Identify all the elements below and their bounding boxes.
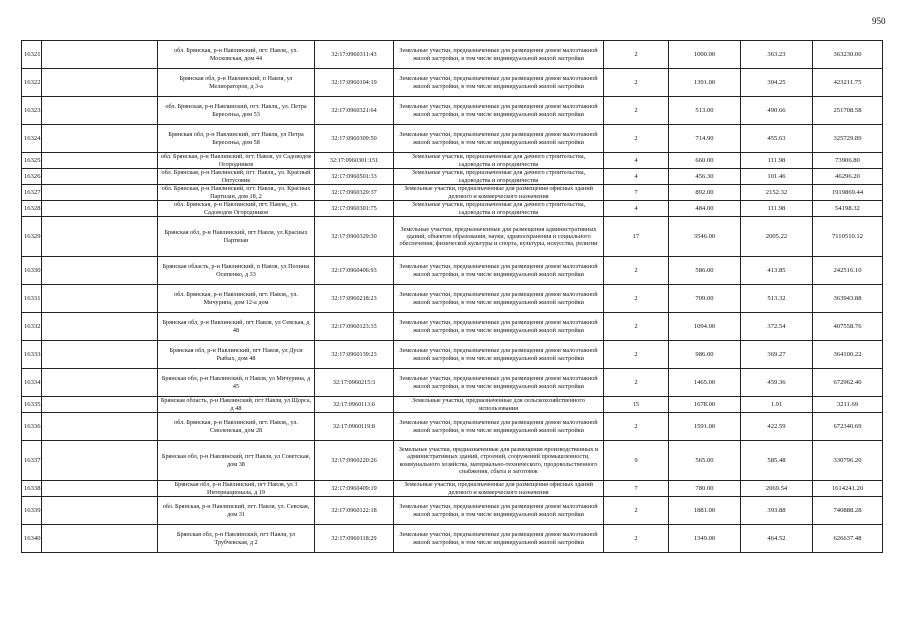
specific-value-cell: 2069.54: [741, 481, 813, 497]
cadastral-value-cell: 330796.20: [813, 441, 883, 481]
table-row: [22, 441, 883, 481]
table-row: [22, 413, 883, 441]
cadastral-number-cell: 32:17:0960220:26: [315, 441, 394, 481]
group-cell: 15: [604, 397, 669, 413]
area-cell: 660.00: [669, 153, 741, 169]
specific-value-cell: 1.91: [741, 397, 813, 413]
table-row: [22, 369, 883, 397]
land-use-cell: Земельные участки, предназначенные для дачного строительства, садоводства и огородничества: [394, 201, 604, 217]
land-use-cell: Земельные участки, предназначенные для размещения домов малоэтажной жилой застройки, в том числе индивидуальной жилой застройки: [394, 497, 604, 525]
table-row: [22, 285, 883, 313]
row-number-cell: 16336: [22, 413, 42, 441]
row-number-cell: 16338: [22, 481, 42, 497]
land-use-cell: Земельные участки, предназначенные для размещения домов малоэтажной жилой застройки, в том числе индивидуальной жилой застройки: [394, 313, 604, 341]
cadastral-value-cell: 7110510.12: [813, 217, 883, 257]
group-cell: 2: [604, 413, 669, 441]
blank-cell: [42, 441, 158, 481]
cadastral-number-cell: 32:17:0960301:75: [315, 201, 394, 217]
blank-cell: [42, 185, 158, 201]
specific-value-cell: 490.66: [741, 97, 813, 125]
land-use-cell: Земельные участки, предназначенные для размещения домов малоэтажной жилой застройки, в том числе индивидуальной жилой застройки: [394, 125, 604, 153]
address-cell: обл. Брянская, р-н Навлинский, пгт. Навля,, ул. Красный Оптусовик: [158, 169, 315, 185]
cadastral-value-cell: 325729.89: [813, 125, 883, 153]
address-cell: Брянская обл, р-н Навлинский, пгт Навля, ул 3 Интернационала, д 19: [158, 481, 315, 497]
address-cell: Брянская область, р-н Навлинский, п Навля, ул Полины Осипенко, д 33: [158, 257, 315, 285]
group-cell: 9: [604, 441, 669, 481]
land-use-cell: Земельные участки, предназначенные для размещения домов малоэтажной жилой застройки, в том числе индивидуальной жилой застройки: [394, 525, 604, 553]
table-row: [22, 97, 883, 125]
row-number-cell: 16321: [22, 41, 42, 69]
address-cell: обл. Брянская, р-н Навлинский, пгт. Навля,, ул. Садоводов Огородников: [158, 201, 315, 217]
address-cell: Брянская обл, р-н Навлинский, пгт Навля, ул Петра Бересеньа, дом 58: [158, 125, 315, 153]
blank-cell: [42, 525, 158, 553]
address-cell: обл. Брянская, р-н Навлинский, пгт. Навля,, ул. Московская, дом 44: [158, 41, 315, 69]
cadastral-value-cell: 364100.22: [813, 341, 883, 369]
area-cell: 1678.00: [669, 397, 741, 413]
specific-value-cell: 369.27: [741, 341, 813, 369]
table-row: [22, 125, 883, 153]
group-cell: 17: [604, 217, 669, 257]
specific-value-cell: 304.25: [741, 69, 813, 97]
address-cell: обл. Брянская, р-н Навлинский, пгт. Навля, ул. Севская, дом 31: [158, 497, 315, 525]
group-cell: 2: [604, 125, 669, 153]
table-row: [22, 497, 883, 525]
specific-value-cell: 372.54: [741, 313, 813, 341]
area-cell: 1094.00: [669, 313, 741, 341]
specific-value-cell: 459.36: [741, 369, 813, 397]
blank-cell: [42, 497, 158, 525]
blank-cell: [42, 481, 158, 497]
group-cell: 4: [604, 201, 669, 217]
area-cell: 484.00: [669, 201, 741, 217]
table-body: [22, 41, 883, 553]
table-row: [22, 217, 883, 257]
land-use-cell: Земельные участки, предназначенные для сельскохозяйственного использования: [394, 397, 604, 413]
area-cell: 1000.00: [669, 41, 741, 69]
cadastral-value-cell: 407558.76: [813, 313, 883, 341]
cadastral-number-cell: 32:17:0960321:64: [315, 97, 394, 125]
row-number-cell: 16333: [22, 341, 42, 369]
row-number-cell: 16340: [22, 525, 42, 553]
land-use-cell: Земельные участки, предназначенные для размещения домов малоэтажной жилой застройки, в том числе индивидуальной жилой застройки: [394, 257, 604, 285]
group-cell: 2: [604, 341, 669, 369]
row-number-cell: 16329: [22, 217, 42, 257]
row-number-cell: 16334: [22, 369, 42, 397]
row-number-cell: 16323: [22, 97, 42, 125]
land-use-cell: Земельные участки, предназначенные для размещения домов малоэтажной жилой застройки, в том числе индивидуальной жилой застройки: [394, 341, 604, 369]
row-number-cell: 16332: [22, 313, 42, 341]
row-number-cell: 16322: [22, 69, 42, 97]
cadastral-number-cell: 32:17:0960139:23: [315, 341, 394, 369]
land-use-cell: Земельные участки, предназначенные для размещения домов малоэтажной жилой застройки, в том числе индивидуальной жилой застройки: [394, 97, 604, 125]
row-number-cell: 16330: [22, 257, 42, 285]
table-row: [22, 41, 883, 69]
area-cell: 1591.00: [669, 413, 741, 441]
cadastral-number-cell: 32:17:0960311:43: [315, 41, 394, 69]
area-cell: 3546.00: [669, 217, 741, 257]
cadastral-value-cell: 1919869.44: [813, 185, 883, 201]
land-use-cell: Земельные участки, предназначенные для размещения административных зданий, объектов образования, науки, здравоохранения и социального обеспечения, физической культуры и спорта, культуры, искусства, религии: [394, 217, 604, 257]
group-cell: 2: [604, 41, 669, 69]
land-use-cell: Земельные участки, предназначенные для размещения домов малоэтажной жилой застройки, в том числе индивидуальной жилой застройки: [394, 413, 604, 441]
cadastral-number-cell: 32:17:0960215:3: [315, 369, 394, 397]
cadastral-value-cell: 242516.10: [813, 257, 883, 285]
land-use-cell: Земельные участки, предназначенные для размещения домов малоэтажной жилой застройки, в том числе индивидуальной жилой застройки: [394, 369, 604, 397]
blank-cell: [42, 413, 158, 441]
row-number-cell: 16331: [22, 285, 42, 313]
cadastral-value-table: [21, 40, 883, 553]
row-number-cell: 16335: [22, 397, 42, 413]
group-cell: 2: [604, 525, 669, 553]
address-cell: Брянская область, р-н Навлинский, пгт Навля, ул Щорса, д 48: [158, 397, 315, 413]
cadastral-number-cell: 32:17:0960118:29: [315, 525, 394, 553]
blank-cell: [42, 125, 158, 153]
land-use-cell: Земельные участки, предназначенные для дачного строительства, садоводства и огородничества: [394, 153, 604, 169]
row-number-cell: 16328: [22, 201, 42, 217]
address-cell: Брянская обл, р-н Навлинский, пгт Навля, ул Трубчевская, д 2: [158, 525, 315, 553]
land-use-cell: Земельные участки, предназначенные для размещения домов малоэтажной жилой застройки, в том числе индивидуальной жилой застройки: [394, 69, 604, 97]
area-cell: 513.00: [669, 97, 741, 125]
group-cell: 2: [604, 69, 669, 97]
specific-value-cell: 585.48: [741, 441, 813, 481]
blank-cell: [42, 69, 158, 97]
table-row: [22, 201, 883, 217]
cadastral-number-cell: 32:17:0960409:19: [315, 481, 394, 497]
row-number-cell: 16339: [22, 497, 42, 525]
specific-value-cell: 111.98: [741, 153, 813, 169]
cadastral-number-cell: 32:17:0960122:18: [315, 497, 394, 525]
area-cell: 456.30: [669, 169, 741, 185]
land-use-cell: Земельные участки, предназначенные для размещения производственных и административных зданий, строений, сооружений промышленности, коммунального хозяйства, материально-технического, продовольственного снабжения, сбыта и заготовок: [394, 441, 604, 481]
area-cell: 586.00: [669, 257, 741, 285]
specific-value-cell: 2152.32: [741, 185, 813, 201]
cadastral-number-cell: 32:17:0960104:19: [315, 69, 394, 97]
specific-value-cell: 413.85: [741, 257, 813, 285]
area-cell: 892.00: [669, 185, 741, 201]
group-cell: 7: [604, 185, 669, 201]
area-cell: 986.00: [669, 341, 741, 369]
cadastral-value-cell: 54198.32: [813, 201, 883, 217]
table-row: [22, 481, 883, 497]
cadastral-value-cell: 251708.58: [813, 97, 883, 125]
specific-value-cell: 2005.22: [741, 217, 813, 257]
blank-cell: [42, 97, 158, 125]
cadastral-value-cell: 363230.00: [813, 41, 883, 69]
cadastral-number-cell: 32:17:0960406:93: [315, 257, 394, 285]
cadastral-value-cell: 423211.75: [813, 69, 883, 97]
cadastral-number-cell: 32:17:0960113:6: [315, 397, 394, 413]
blank-cell: [42, 341, 158, 369]
row-number-cell: 16324: [22, 125, 42, 153]
group-cell: 2: [604, 369, 669, 397]
cadastral-number-cell: 32:17:0960119:8: [315, 413, 394, 441]
specific-value-cell: 101.46: [741, 169, 813, 185]
blank-cell: [42, 397, 158, 413]
cadastral-number-cell: 32:17:0960301:151: [315, 153, 394, 169]
cadastral-value-cell: 1614241.20: [813, 481, 883, 497]
cadastral-value-cell: 3211.69: [813, 397, 883, 413]
row-number-cell: 16325: [22, 153, 42, 169]
blank-cell: [42, 201, 158, 217]
blank-cell: [42, 369, 158, 397]
address-cell: Брянская обл, р-н Навлинский, п Навля, ул Мелиораторов, д 3-а: [158, 69, 315, 97]
address-cell: обл. Брянская, р-н Навлинский, пгт. Навля,, ул. Красных Партизан, дом 18, 2: [158, 185, 315, 201]
group-cell: 2: [604, 97, 669, 125]
cadastral-number-cell: 32:17:0960329:37: [315, 185, 394, 201]
group-cell: 2: [604, 257, 669, 285]
cadastral-value-cell: 672340.69: [813, 413, 883, 441]
address-cell: обл. Брянская, р-н Навлинский, пгт. Навля,, ул. Петра Бересеньа, дом 53: [158, 97, 315, 125]
address-cell: Брянская обл, р-н Навлинский, пгт Навля, ул Севская, д 48: [158, 313, 315, 341]
cadastral-value-cell: 73906.80: [813, 153, 883, 169]
table-row: [22, 525, 883, 553]
group-cell: 7: [604, 481, 669, 497]
group-cell: 2: [604, 313, 669, 341]
cadastral-number-cell: 32:17:0960329:30: [315, 217, 394, 257]
cadastral-number-cell: 32:17:0960309:50: [315, 125, 394, 153]
specific-value-cell: 455.63: [741, 125, 813, 153]
land-use-cell: Земельные участки, предназначенные для размещения офисных зданий делового и коммерческого назначения: [394, 185, 604, 201]
specific-value-cell: 422.59: [741, 413, 813, 441]
specific-value-cell: 513.32: [741, 285, 813, 313]
blank-cell: [42, 257, 158, 285]
area-cell: 565.00: [669, 441, 741, 481]
specific-value-cell: 111.98: [741, 201, 813, 217]
area-cell: 1391.00: [669, 69, 741, 97]
row-number-cell: 16326: [22, 169, 42, 185]
area-cell: 1881.00: [669, 497, 741, 525]
group-cell: 4: [604, 169, 669, 185]
cadastral-value-cell: 740888.28: [813, 497, 883, 525]
area-cell: 1465.00: [669, 369, 741, 397]
land-use-cell: Земельные участки, предназначенные для дачного строительства, садоводства и огородничества: [394, 169, 604, 185]
cadastral-value-cell: 672962.40: [813, 369, 883, 397]
blank-cell: [42, 153, 158, 169]
address-cell: обл. Брянская, р-н Навлинский, пгт. Навля,, ул. Мичурина, дом 12-а дом: [158, 285, 315, 313]
table-row: [22, 313, 883, 341]
area-cell: 780.00: [669, 481, 741, 497]
blank-cell: [42, 41, 158, 69]
group-cell: 2: [604, 497, 669, 525]
blank-cell: [42, 313, 158, 341]
address-cell: Брянская обл, р-н Навлинский, пгт Навля, ул Дуси Рыбых, дом 48: [158, 341, 315, 369]
cadastral-number-cell: 32:17:0960501:33: [315, 169, 394, 185]
address-cell: Брянская обл, р-н Навлинский, пгт Навля, ул Советская, дом 38: [158, 441, 315, 481]
cadastral-value-cell: 46296.20: [813, 169, 883, 185]
cadastral-value-cell: 626637.48: [813, 525, 883, 553]
table-row: [22, 153, 883, 169]
blank-cell: [42, 217, 158, 257]
address-cell: обл. Брянская, р-н Навлинский, пгт. Навля, ул Садоводов Огородников: [158, 153, 315, 169]
address-cell: Брянская обл, р-н Навлинский, п Навля, ул Мичурина, д 45: [158, 369, 315, 397]
area-cell: 714.90: [669, 125, 741, 153]
table-row: [22, 69, 883, 97]
address-cell: обл. Брянская, р-н Навлинский, пгт. Навля,, ул. Смоленская, дом 28: [158, 413, 315, 441]
blank-cell: [42, 169, 158, 185]
cadastral-number-cell: 32:17:0960123:33: [315, 313, 394, 341]
address-cell: Брянская обл, р-н Навлинский, пгт Навля, ул Красных Партизан: [158, 217, 315, 257]
table-row: [22, 257, 883, 285]
area-cell: 709.00: [669, 285, 741, 313]
row-number-cell: 16337: [22, 441, 42, 481]
table-row: [22, 397, 883, 413]
cadastral-number-cell: 32:17:0960218:23: [315, 285, 394, 313]
specific-value-cell: 393.88: [741, 497, 813, 525]
page-number: 950: [872, 16, 886, 26]
group-cell: 2: [604, 285, 669, 313]
table-row: [22, 341, 883, 369]
group-cell: 4: [604, 153, 669, 169]
blank-cell: [42, 285, 158, 313]
table-row: [22, 185, 883, 201]
land-use-cell: Земельные участки, предназначенные для размещения офисных зданий делового и коммерческого назначения: [394, 481, 604, 497]
table-row: [22, 169, 883, 185]
area-cell: 1349.00: [669, 525, 741, 553]
land-use-cell: Земельные участки, предназначенные для размещения домов малоэтажной жилой застройки, в том числе индивидуальной жилой застройки: [394, 41, 604, 69]
row-number-cell: 16327: [22, 185, 42, 201]
cadastral-value-cell: 363943.88: [813, 285, 883, 313]
land-use-cell: Земельные участки, предназначенные для размещения домов малоэтажной жилой застройки, в том числе индивидуальной жилой застройки: [394, 285, 604, 313]
specific-value-cell: 464.52: [741, 525, 813, 553]
specific-value-cell: 363.23: [741, 41, 813, 69]
